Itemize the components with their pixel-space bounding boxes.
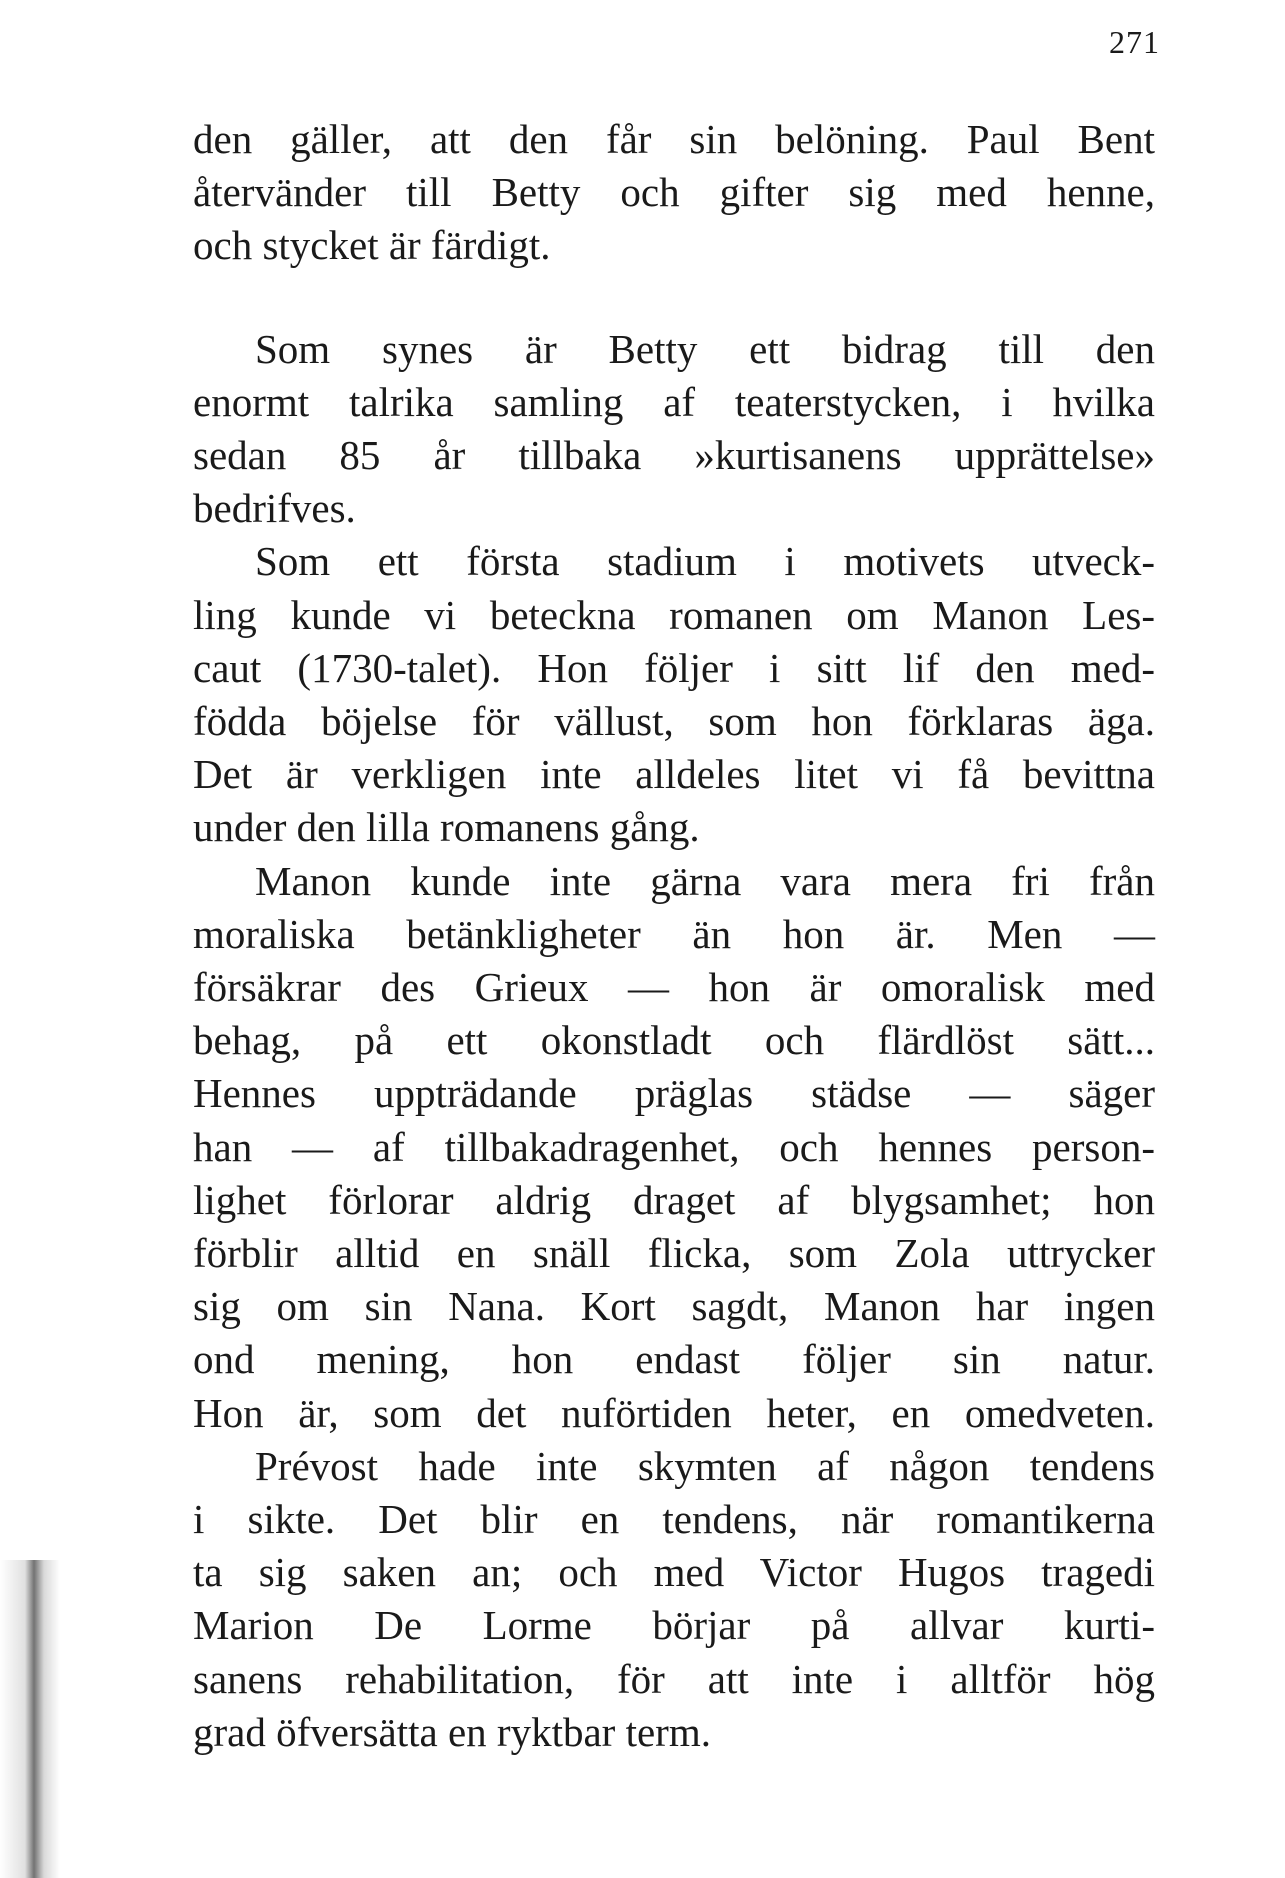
section-break <box>193 273 1155 323</box>
text-line: Prévost hade inte skymten af någon tendens <box>255 1442 1155 1489</box>
binding-shadow <box>0 1560 60 1878</box>
text-line: Manon kunde inte gärna vara mera fri från <box>255 857 1155 904</box>
paragraph <box>193 113 1155 273</box>
text-line: ta sig saken an; och med Victor Hugos tragedi <box>193 1549 1155 1596</box>
text-line: Hon är, som det nuförtiden heter, en omedveten. <box>193 1389 1155 1436</box>
text-line: återvänder till Betty och gifter sig med henne, <box>193 169 1155 216</box>
text-line: under den lilla romanens gång. <box>193 804 700 851</box>
paragraph <box>193 1440 1155 1759</box>
text-line: moraliska betänkligheter än hon är. Men — <box>193 910 1155 957</box>
text-line: Hennes uppträdande präglas städse — säger <box>193 1070 1155 1117</box>
text-line: Marion De Lorme börjar på allvar kurti- <box>193 1602 1155 1649</box>
text-line: Det är verkligen inte alldeles litet vi få bevittna <box>193 751 1155 798</box>
text-line: ond mening, hon endast följer sin natur. <box>193 1336 1155 1383</box>
text-line: behag, på ett okonstladt och flärdlöst sätt... <box>193 1017 1155 1064</box>
text-line: caut (1730-talet). Hon följer i sitt lif den med- <box>193 644 1155 691</box>
text-line: försäkrar des Grieux — hon är omoralisk med <box>193 964 1155 1011</box>
text-line: förblir alltid en snäll flicka, som Zola uttrycker <box>193 1230 1155 1277</box>
text-line: födda böjelse för vällust, som hon förklaras äga. <box>193 698 1155 745</box>
text-line: bedrifves. <box>193 485 356 532</box>
text-line: grad öfversätta en ryktbar term. <box>193 1708 711 1755</box>
text-line: den gäller, att den får sin belöning. Paul Bent <box>193 116 1155 162</box>
text-line: enormt talrika samling af teaterstycken, i hvilka <box>193 378 1155 425</box>
text-line: Som ett första stadium i motivets utveck- <box>255 538 1155 585</box>
text-line: Som synes är Betty ett bidrag till den <box>255 325 1155 372</box>
text-line: han — af tillbakadragenhet, och hennes person- <box>193 1123 1155 1170</box>
paragraph <box>193 535 1155 854</box>
text-line: ling kunde vi beteckna romanen om Manon Les- <box>193 591 1155 638</box>
page-number: 271 <box>1109 24 1160 60</box>
text-line: sig om sin Nana. Kort sagdt, Manon har ingen <box>193 1283 1155 1330</box>
text-line: och stycket är färdigt. <box>193 222 551 269</box>
text-line: i sikte. Det blir en tendens, när romantikerna <box>193 1496 1155 1543</box>
text-line: lighet förlorar aldrig draget af blygsamhet; hon <box>193 1176 1155 1223</box>
text-line: sanens rehabilitation, för att inte i alltför hög <box>193 1655 1155 1702</box>
paragraph <box>193 855 1155 1440</box>
text-line: sedan 85 år tillbaka »kurtisanens upprättelse» <box>193 432 1155 479</box>
body-text <box>193 113 1155 1759</box>
paragraph <box>193 323 1155 536</box>
